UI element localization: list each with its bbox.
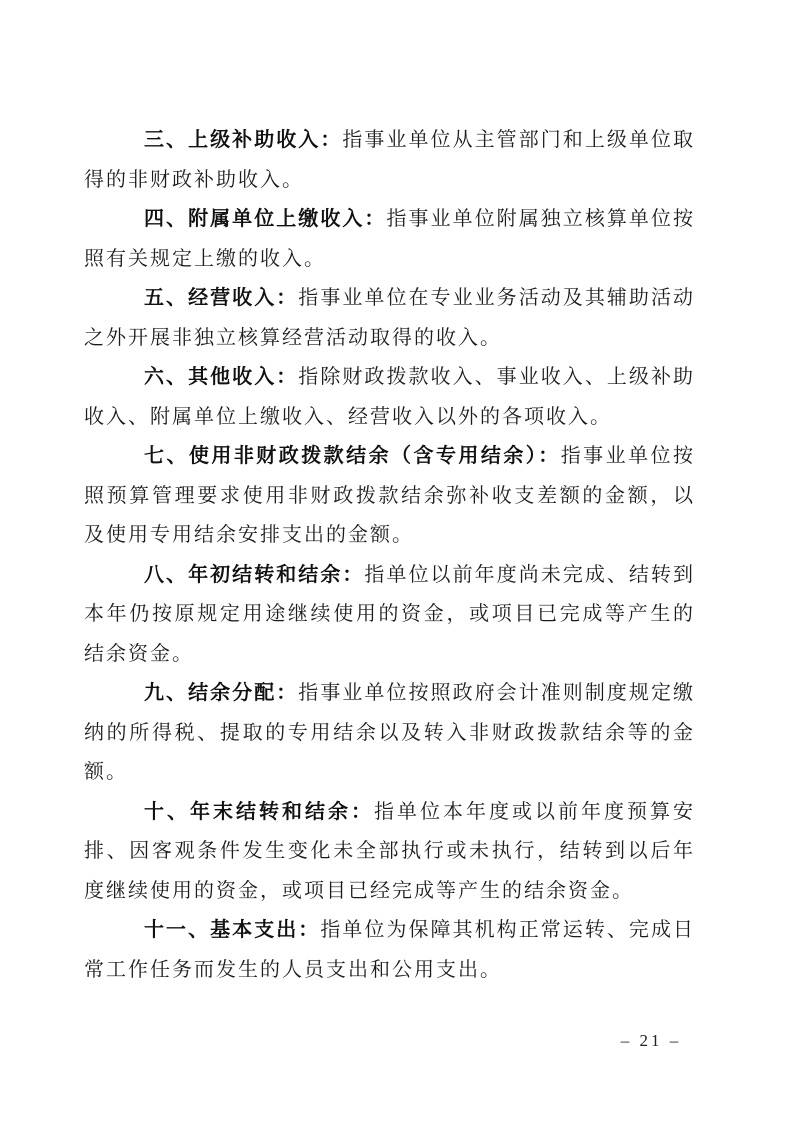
glossary-paragraph xyxy=(84,674,695,793)
glossary-term: 六、其他收入： xyxy=(144,366,299,388)
glossary-paragraph xyxy=(84,556,695,675)
page-number: – 21 – xyxy=(620,1031,682,1050)
glossary-paragraph xyxy=(84,200,695,279)
glossary-definition: 指事业单位按照政府会计准则制度规定缴纳的所得税、提取的专用结余以及转入非财政拨款结余等的金额。 xyxy=(84,682,696,783)
glossary-definition: 指事业单位在专业业务活动及其辅助活动之外开展非独立核算经营活动取得的收入。 xyxy=(84,287,696,349)
document-body xyxy=(84,121,695,990)
glossary-term: 九、结余分配： xyxy=(144,682,299,704)
glossary-term: 四、附属单位上缴收入： xyxy=(144,208,387,230)
glossary-definition: 指单位以前年度尚未完成、结转到本年仍按原规定用途继续使用的资金，或项目已完成等产生的结余资金。 xyxy=(84,563,696,665)
glossary-paragraph xyxy=(84,437,695,556)
glossary-term: 七、使用非财政拨款结余（含专用结余）： xyxy=(144,445,561,467)
glossary-term: 十一、基本支出： xyxy=(144,919,321,941)
glossary-definition: 指事业单位从主管部门和上级单位取得的非财政补助收入。 xyxy=(84,129,695,191)
glossary-term: 三、上级补助收入： xyxy=(144,129,343,151)
glossary-paragraph xyxy=(84,358,695,437)
glossary-definition: 指单位本年度或以前年度预算安排、因客观条件发生变化未全部执行或未执行，结转到以后年度继续使用的资金，或项目已经完成等产生的结余资金。 xyxy=(84,800,695,902)
glossary-term: 十、年末结转和结余： xyxy=(144,800,374,823)
glossary-paragraph xyxy=(84,279,695,358)
glossary-term: 八、年初结转和结余： xyxy=(144,563,365,586)
glossary-term: 五、经营收入： xyxy=(144,287,299,309)
glossary-paragraph xyxy=(84,911,695,990)
glossary-definition: 指除财政拨款收入、事业收入、上级补助收入、附属单位上缴收入、经营收入以外的各项收入。 xyxy=(84,366,696,428)
glossary-paragraph xyxy=(84,121,695,200)
glossary-definition: 指事业单位按照预算管理要求使用非财政拨款结余弥补收支差额的金额，以及使用专用结余安排支出的金额。 xyxy=(84,445,696,546)
glossary-definition: 指事业单位附属独立核算单位按照有关规定上缴的收入。 xyxy=(84,208,696,270)
glossary-definition: 指单位为保障其机构正常运转、完成日常工作任务而发生的人员支出和公用支出。 xyxy=(84,919,696,981)
glossary-paragraph xyxy=(84,793,695,912)
